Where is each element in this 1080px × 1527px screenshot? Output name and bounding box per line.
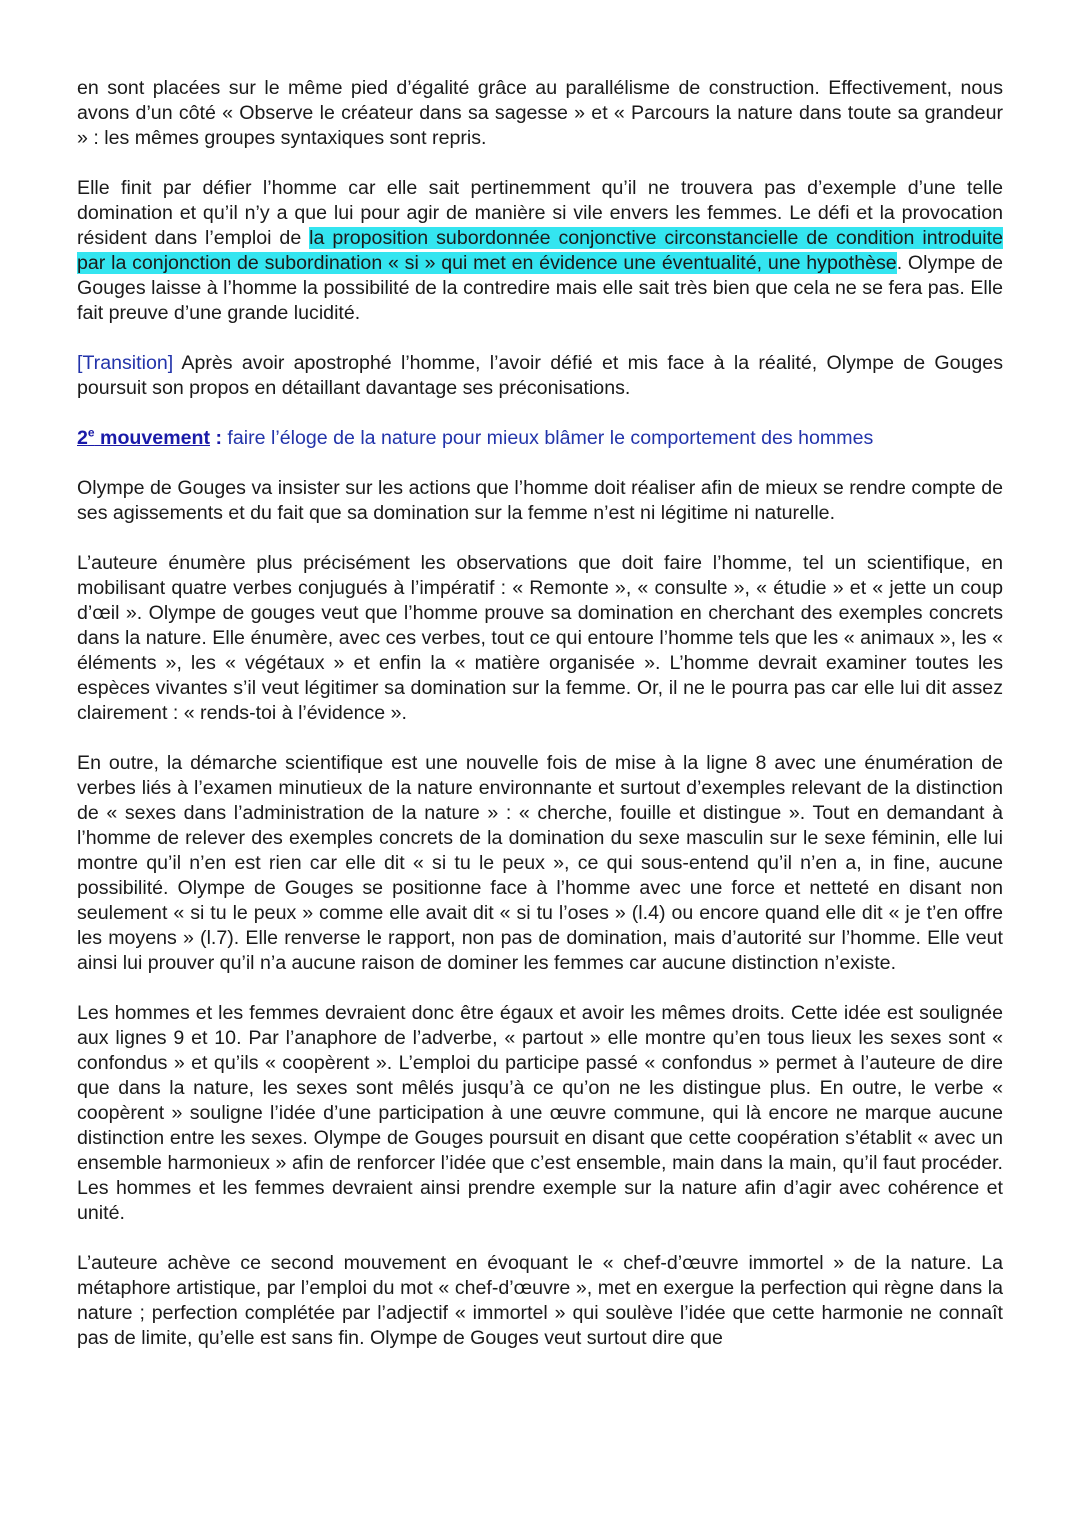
paragraph-egalite: Les hommes et les femmes devraient donc être égaux et avoir les mêmes droits. Cette idée est soulignée aux lignes 9 et 10. Par l’anaphore de l’adverbe, « partout » elle montre qu’en tous lieux les sexes sont « confondus » et qu’ils « coopèrent ». L’emploi du participe passé « confondus » permet à l’auteure de dire que dans la nature, les sexes sont mêlés jusqu’à ce qu’on ne les distingue plus. En outre, le verbe « coopèrent » souligne l’idée d’une participation à une œuvre commune, qui là encore ne marque aucune distinction entre les sexes. Olympe de Gouges poursuit en disant que cette coopération s’établit « avec un ensemble harmonieux » afin de renforcer l’idée que c’est ensemble, main dans la main, qu’il faut procéder. Les hommes et les femmes devraient ainsi prendre exemple sur la nature afin d’agir avec cohérence et unité.	[77, 1002, 1003, 1224]
transition-text: Après avoir apostrophé l’homme, l’avoir défié et mis face à la réalité, Olympe de Gouges poursuit son propos en détaillant davantage ses préconisations.	[77, 352, 1003, 399]
section-heading	[77, 426, 1003, 451]
paragraph-chef-doeuvre: L’auteure achève ce second mouvement en évoquant le « chef-d’œuvre immortel » de la nature. La métaphore artistique, par l’emploi du mot « chef-d’œuvre », met en exergue la perfection qui règne dans la nature ; perfection complétée par l’adjectif « immortel » qui soulève l’idée que cette harmonie ne connaît pas de limite, qu’elle est sans fin. Olympe de Gouges veut surtout dire que	[77, 1252, 1003, 1349]
paragraph-defi-start: Elle finit par défier l’homme car elle sait pertinemment qu’il ne trouvera pas d’exemple d’une telle domination et qu’il n’y a que lui pour agir de manière si vile envers les femmes. Le défi et la provocation résident dans l’emploi de	[77, 177, 1003, 249]
heading-title: faire l’éloge de la nature pour mieux blâmer le comportement des hommes	[221, 427, 874, 449]
paragraph-demarche-scientifique: En outre, la démarche scientifique est une nouvelle fois de mise à la ligne 8 avec une énumération de verbes liés à l’examen minutieux de la nature environnante et surtout d’exemples relevant de la distinction de « sexes dans l’administration de la nature » : « cherche, fouille et distingue ». Tout en demandant à l’homme de relever des exemples concrets de la domination du sexe masculin sur le sexe féminin, elle lui montre qu’il n’en est rien car elle dit « si tu le peux », ce qui sous-entend qu’il n’en a, in fine, aucune possibilité. Olympe de Gouges se positionne face à l’homme avec une force et netteté en disant non seulement « si tu le peux » comme elle avait dit « si tu l’oses » (l.4) ou encore quand elle dit « je t’en offre les moyens » (l.7). Elle renverse le rapport, non pas de domination, mais d’autorité sur l’homme. Elle veut ainsi lui prouver qu’il n’a aucune raison de dominer les femmes car aucune distinction n’existe.	[77, 752, 1003, 974]
paragraph-defi-end: . Olympe de Gouges laisse à l’homme la possibilité de la contredire mais elle sait très bien que cela ne se fera pas. Elle fait preuve d’une grande lucidité.	[77, 252, 1004, 324]
heading-superscript: e	[87, 425, 95, 440]
heading-colon: :	[210, 427, 222, 449]
heading-number: 2	[77, 427, 88, 449]
highlighted-passage: la proposition subordonnée conjonctive circonstancielle de condition introduite par la conjonction de subordination « si » qui met en évidence une éventualité, une hypothèse	[77, 227, 1003, 274]
document-page	[77, 76, 1003, 1376]
paragraph-imperatifs: L’auteure énumère plus précisément les observations que doit faire l’homme, tel un scientifique, en mobilisant quatre verbes conjugués à l’impératif : « Remonte », « consulte », « étudie » et « jette un coup d’œil ». Olympe de gouges veut que l’homme prouve sa domination en cherchant des exemples concrets dans la nature. Elle énumère, avec ces verbes, tout ce qui entoure l’homme tels que les « animaux », les « éléments », les « végétaux » et enfin la « matière organisée ». L’homme devrait examiner toutes les espèces vivantes s’il veut légitimer sa domination sur la femme. Or, il ne le pourra pas car elle lui dit assez clairement : « rends-toi à l’évidence ».	[77, 552, 1003, 724]
paragraph-defi	[77, 176, 1003, 326]
paragraph-intro: Olympe de Gouges va insister sur les actions que l’homme doit réaliser afin de mieux se rendre compte de ses agissements et du fait que sa domination sur la femme n’est ni légitime ni naturelle.	[77, 477, 1003, 524]
transition-label: [Transition]	[77, 352, 174, 374]
transition-paragraph	[77, 351, 1003, 401]
paragraph-parallelism: en sont placées sur le même pied d’égalité grâce au parallélisme de construction. Effectivement, nous avons d’un côté « Observe le créateur dans sa sagesse » et « Parcours la nature dans toute sa grandeur » : les mêmes groupes syntaxiques sont repris.	[77, 77, 1003, 149]
heading-label	[77, 427, 210, 449]
heading-word: mouvement	[94, 427, 211, 449]
